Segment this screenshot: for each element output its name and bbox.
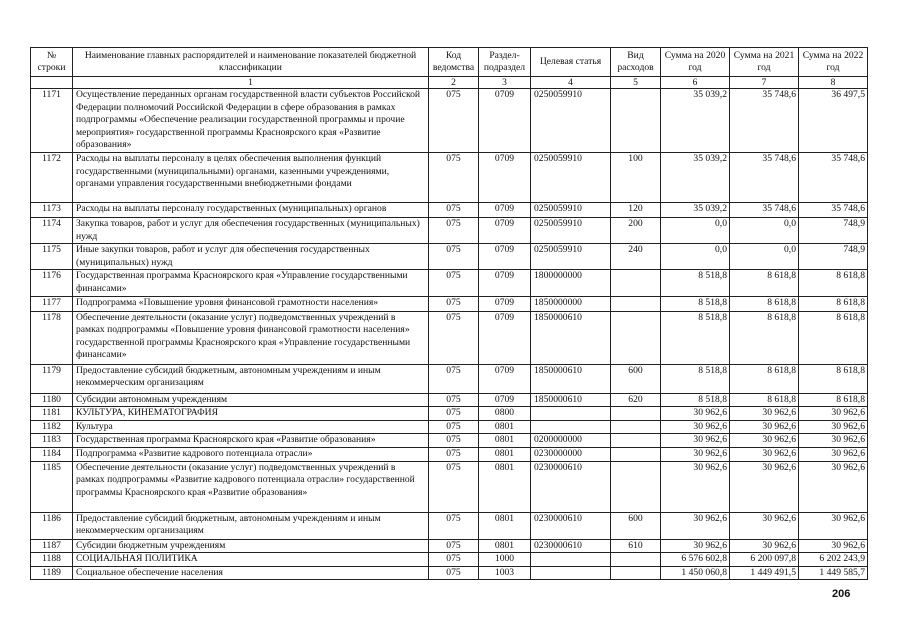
row-number: 1182 <box>31 420 73 434</box>
row-dept-code: 075 <box>429 434 479 448</box>
row-name: Субсидии автономным учреждениям <box>73 393 429 407</box>
row-section: 0709 <box>479 270 531 296</box>
row-name: Субсидии бюджетным учреждениям <box>73 539 429 553</box>
row-number: 1174 <box>31 217 73 243</box>
header-row-no: № строки <box>31 48 73 77</box>
row-sum-2021: 1 449 491,5 <box>730 566 799 580</box>
row-section: 0709 <box>479 202 531 217</box>
row-expense-type <box>611 566 661 580</box>
row-sum-2020: 0,0 <box>661 244 730 270</box>
row-target-article: 0230000000 <box>531 447 611 461</box>
row-number: 1184 <box>31 447 73 461</box>
row-sum-2021: 8 618,8 <box>730 393 799 407</box>
row-expense-type <box>611 89 661 153</box>
row-number: 1181 <box>31 407 73 421</box>
row-name: Осуществление переданных органам государственной власти субъектов Российской Федерации полномочий Российской Федерации в сфере образования в рамках подпрограммы «Обеспечение реализации государственной программы и прочие мероприятия» государственной программы Красноярского края «Развитие образования» <box>73 89 429 153</box>
table-row <box>31 553 868 567</box>
row-target-article <box>531 553 611 567</box>
column-index: 6 <box>661 77 730 89</box>
row-expense-type <box>611 420 661 434</box>
row-dept-code: 075 <box>429 89 479 153</box>
row-sum-2020: 8 518,8 <box>661 296 730 311</box>
row-expense-type: 200 <box>611 217 661 243</box>
row-number: 1171 <box>31 89 73 153</box>
row-sum-2022: 30 962,6 <box>799 447 868 461</box>
column-index-row <box>31 77 868 89</box>
row-number: 1180 <box>31 393 73 407</box>
column-index: 1 <box>73 77 429 89</box>
row-sum-2021: 30 962,6 <box>730 512 799 539</box>
row-number: 1185 <box>31 461 73 512</box>
column-index <box>31 77 73 89</box>
row-number: 1187 <box>31 539 73 553</box>
row-name: Подпрограмма «Развитие кадрового потенциала отрасли» <box>73 447 429 461</box>
row-sum-2021: 8 618,8 <box>730 311 799 364</box>
row-target-article: 1850000610 <box>531 311 611 364</box>
row-name: Обеспечение деятельности (оказание услуг) подведомственных учреждений в рамках подпрограммы «Повышение уровня финансовой грамотности населения» государственной программы Красноярского края «Управление государственными финансами» <box>73 311 429 364</box>
row-sum-2021: 35 748,6 <box>730 89 799 153</box>
row-expense-type: 600 <box>611 364 661 393</box>
row-number: 1179 <box>31 364 73 393</box>
row-sum-2020: 1 450 060,8 <box>661 566 730 580</box>
row-section: 0801 <box>479 512 531 539</box>
row-section: 0801 <box>479 434 531 448</box>
row-sum-2021: 6 200 097,8 <box>730 553 799 567</box>
table-row <box>31 447 868 461</box>
row-sum-2022: 8 618,8 <box>799 270 868 296</box>
row-sum-2020: 8 518,8 <box>661 364 730 393</box>
row-section: 0709 <box>479 393 531 407</box>
row-section: 0709 <box>479 296 531 311</box>
header-dept: Код ведомства <box>429 48 479 77</box>
page-number: 206 <box>832 588 851 600</box>
row-target-article: 1850000000 <box>531 296 611 311</box>
row-target-article: 0230000610 <box>531 539 611 553</box>
row-sum-2020: 30 962,6 <box>661 407 730 421</box>
row-target-article: 0250059910 <box>531 89 611 153</box>
row-expense-type: 240 <box>611 244 661 270</box>
column-index: 5 <box>611 77 661 89</box>
row-section: 0709 <box>479 364 531 393</box>
table-row <box>31 89 868 153</box>
row-section: 0709 <box>479 89 531 153</box>
row-name: КУЛЬТУРА, КИНЕМАТОГРАФИЯ <box>73 407 429 421</box>
row-sum-2022: 36 497,5 <box>799 89 868 153</box>
row-section: 0709 <box>479 311 531 364</box>
row-section: 0709 <box>479 217 531 243</box>
row-dept-code: 075 <box>429 202 479 217</box>
row-sum-2022: 8 618,8 <box>799 364 868 393</box>
row-dept-code: 075 <box>429 553 479 567</box>
table-row <box>31 512 868 539</box>
header-type: Вид расходов <box>611 48 661 77</box>
row-sum-2022: 8 618,8 <box>799 311 868 364</box>
table-row <box>31 461 868 512</box>
row-target-article: 0250059910 <box>531 217 611 243</box>
row-dept-code: 075 <box>429 461 479 512</box>
row-sum-2021: 30 962,6 <box>730 407 799 421</box>
row-section: 1000 <box>479 553 531 567</box>
budget-table <box>30 47 868 580</box>
row-target-article: 0230000610 <box>531 512 611 539</box>
row-target-article: 0230000610 <box>531 461 611 512</box>
row-section: 0801 <box>479 420 531 434</box>
row-section: 0709 <box>479 152 531 202</box>
header-sum-2022: Сумма на 2022 год <box>799 48 868 77</box>
row-number: 1178 <box>31 311 73 364</box>
table-row <box>31 202 868 217</box>
row-sum-2022: 30 962,6 <box>799 539 868 553</box>
row-target-article: 0200000000 <box>531 434 611 448</box>
row-sum-2022: 30 962,6 <box>799 461 868 512</box>
row-target-article: 0250059910 <box>531 244 611 270</box>
row-number: 1176 <box>31 270 73 296</box>
row-sum-2020: 35 039,2 <box>661 89 730 153</box>
row-sum-2022: 30 962,6 <box>799 434 868 448</box>
row-number: 1173 <box>31 202 73 217</box>
row-sum-2022: 748,9 <box>799 217 868 243</box>
row-expense-type <box>611 553 661 567</box>
row-sum-2020: 6 576 602,8 <box>661 553 730 567</box>
row-dept-code: 075 <box>429 420 479 434</box>
table-row <box>31 364 868 393</box>
row-sum-2020: 30 962,6 <box>661 447 730 461</box>
row-dept-code: 075 <box>429 217 479 243</box>
table-row <box>31 393 868 407</box>
table-row <box>31 566 868 580</box>
row-sum-2022: 30 962,6 <box>799 420 868 434</box>
table-row <box>31 539 868 553</box>
row-expense-type <box>611 407 661 421</box>
table-row <box>31 420 868 434</box>
row-dept-code: 075 <box>429 407 479 421</box>
row-sum-2020: 30 962,6 <box>661 461 730 512</box>
row-section: 0801 <box>479 461 531 512</box>
row-expense-type: 620 <box>611 393 661 407</box>
row-name: Закупка товаров, работ и услуг для обеспечения государственных (муниципальных) нужд <box>73 217 429 243</box>
row-dept-code: 075 <box>429 311 479 364</box>
row-dept-code: 075 <box>429 566 479 580</box>
row-sum-2021: 8 618,8 <box>730 270 799 296</box>
table-row <box>31 152 868 202</box>
column-index: 2 <box>429 77 479 89</box>
row-sum-2021: 0,0 <box>730 217 799 243</box>
row-number: 1189 <box>31 566 73 580</box>
row-number: 1175 <box>31 244 73 270</box>
row-dept-code: 075 <box>429 296 479 311</box>
row-name: Подпрограмма «Повышение уровня финансовой грамотности населения» <box>73 296 429 311</box>
row-sum-2022: 30 962,6 <box>799 407 868 421</box>
row-target-article: 0250059910 <box>531 152 611 202</box>
row-name: Культура <box>73 420 429 434</box>
row-sum-2021: 8 618,8 <box>730 364 799 393</box>
header-section: Раздел-подраздел <box>479 48 531 77</box>
row-sum-2022: 8 618,8 <box>799 296 868 311</box>
row-dept-code: 075 <box>429 152 479 202</box>
row-name: Государственная программа Красноярского края «Управление государственными финансами» <box>73 270 429 296</box>
row-expense-type: 610 <box>611 539 661 553</box>
row-target-article: 1850000610 <box>531 393 611 407</box>
row-sum-2022: 35 748,6 <box>799 152 868 202</box>
table-row <box>31 407 868 421</box>
row-name: Расходы на выплаты персоналу государственных (муниципальных) органов <box>73 202 429 217</box>
row-number: 1183 <box>31 434 73 448</box>
header-row <box>31 48 868 77</box>
row-section: 0801 <box>479 447 531 461</box>
row-dept-code: 075 <box>429 447 479 461</box>
header-name: Наименование главных распорядителей и наименование показателей бюджетной классификации <box>73 48 429 77</box>
row-number: 1172 <box>31 152 73 202</box>
header-target: Целевая статья <box>531 48 611 77</box>
row-sum-2020: 30 962,6 <box>661 512 730 539</box>
row-dept-code: 075 <box>429 270 479 296</box>
row-sum-2020: 30 962,6 <box>661 539 730 553</box>
row-number: 1177 <box>31 296 73 311</box>
column-index: 8 <box>799 77 868 89</box>
row-target-article <box>531 407 611 421</box>
row-name: Социальное обеспечение населения <box>73 566 429 580</box>
table-row <box>31 217 868 243</box>
table-row <box>31 296 868 311</box>
row-expense-type <box>611 447 661 461</box>
row-sum-2021: 30 962,6 <box>730 539 799 553</box>
row-expense-type: 120 <box>611 202 661 217</box>
row-sum-2021: 0,0 <box>730 244 799 270</box>
row-expense-type: 100 <box>611 152 661 202</box>
row-sum-2022: 8 618,8 <box>799 393 868 407</box>
row-name: Иные закупки товаров, работ и услуг для обеспечения государственных (муниципальных) нужд <box>73 244 429 270</box>
row-name: СОЦИАЛЬНАЯ ПОЛИТИКА <box>73 553 429 567</box>
row-sum-2020: 35 039,2 <box>661 152 730 202</box>
row-dept-code: 075 <box>429 364 479 393</box>
row-sum-2022: 35 748,6 <box>799 202 868 217</box>
row-sum-2022: 1 449 585,7 <box>799 566 868 580</box>
row-name: Предоставление субсидий бюджетным, автономным учреждениям и иным некоммерческим организациям <box>73 364 429 393</box>
row-section: 0801 <box>479 539 531 553</box>
row-sum-2020: 8 518,8 <box>661 270 730 296</box>
row-target-article: 1850000610 <box>531 364 611 393</box>
row-section: 1003 <box>479 566 531 580</box>
row-sum-2022: 6 202 243,9 <box>799 553 868 567</box>
row-name: Государственная программа Красноярского края «Развитие образования» <box>73 434 429 448</box>
row-sum-2020: 35 039,2 <box>661 202 730 217</box>
row-sum-2021: 30 962,6 <box>730 447 799 461</box>
table-row <box>31 244 868 270</box>
row-section: 0709 <box>479 244 531 270</box>
row-target-article <box>531 566 611 580</box>
row-expense-type <box>611 270 661 296</box>
row-sum-2022: 30 962,6 <box>799 512 868 539</box>
column-index: 7 <box>730 77 799 89</box>
row-sum-2020: 30 962,6 <box>661 434 730 448</box>
row-target-article: 0250059910 <box>531 202 611 217</box>
row-name: Расходы на выплаты персоналу в целях обеспечения выполнения функций государственными (муниципальными) органами, казенными учреждениями, органами управления государственными внебюджетными фондами <box>73 152 429 202</box>
row-sum-2020: 8 518,8 <box>661 393 730 407</box>
column-index: 3 <box>479 77 531 89</box>
row-target-article: 1800000000 <box>531 270 611 296</box>
header-sum-2020: Сумма на 2020 год <box>661 48 730 77</box>
column-index: 4 <box>531 77 611 89</box>
row-name: Обеспечение деятельности (оказание услуг) подведомственных учреждений в рамках подпрограммы «Развитие кадрового потенциала отрасли» государственной программы Красноярского края «Развитие образования» <box>73 461 429 512</box>
row-sum-2021: 30 962,6 <box>730 461 799 512</box>
row-sum-2021: 30 962,6 <box>730 434 799 448</box>
row-dept-code: 075 <box>429 244 479 270</box>
row-target-article <box>531 420 611 434</box>
row-expense-type: 600 <box>611 512 661 539</box>
row-expense-type <box>611 434 661 448</box>
row-section: 0800 <box>479 407 531 421</box>
row-sum-2022: 748,9 <box>799 244 868 270</box>
row-dept-code: 075 <box>429 393 479 407</box>
table-row <box>31 270 868 296</box>
header-sum-2021: Сумма на 2021 год <box>730 48 799 77</box>
row-number: 1188 <box>31 553 73 567</box>
row-number: 1186 <box>31 512 73 539</box>
row-expense-type <box>611 296 661 311</box>
row-sum-2020: 8 518,8 <box>661 311 730 364</box>
row-name: Предоставление субсидий бюджетным, автономным учреждениям и иным некоммерческим организациям <box>73 512 429 539</box>
row-sum-2020: 30 962,6 <box>661 420 730 434</box>
row-sum-2020: 0,0 <box>661 217 730 243</box>
row-sum-2021: 35 748,6 <box>730 152 799 202</box>
row-sum-2021: 8 618,8 <box>730 296 799 311</box>
row-expense-type <box>611 311 661 364</box>
row-expense-type <box>611 461 661 512</box>
table-row <box>31 311 868 364</box>
table-row <box>31 434 868 448</box>
row-sum-2021: 30 962,6 <box>730 420 799 434</box>
row-sum-2021: 35 748,6 <box>730 202 799 217</box>
row-dept-code: 075 <box>429 512 479 539</box>
row-dept-code: 075 <box>429 539 479 553</box>
